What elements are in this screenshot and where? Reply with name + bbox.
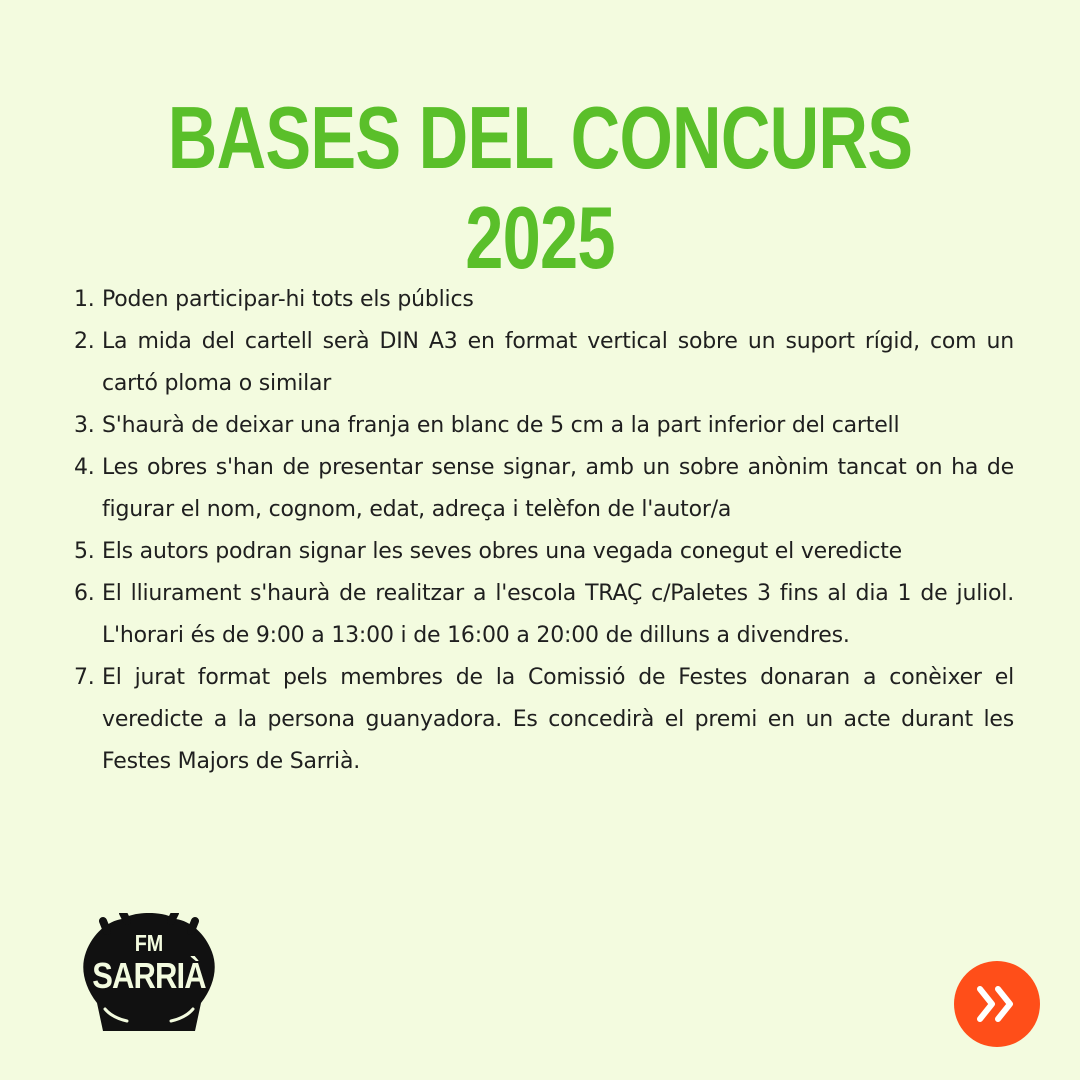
rule-number: 6. [74,581,95,606]
next-button[interactable] [954,961,1040,1047]
double-chevron-right-icon [971,978,1023,1030]
rule-item-1 [74,279,1014,321]
rule-text: El jurat format pels membres de la Comissió de Festes donaran a conèixer el veredicte a la persona guanyadora. Es concedirà el premi en un acte durant les Festes Majors de Sarrià. [102,665,1014,774]
rule-number: 1. [74,287,95,312]
rule-number: 4. [74,455,95,480]
rule-item-3 [74,405,1014,447]
rule-text: El lliurament s'haurà de realitzar a l'escola TRAÇ c/Paletes 3 fins al dia 1 de juliol. L'horari és de 9:00 a 13:00 i de 16:00 a 20:00 de dilluns a divendres. [102,581,1014,648]
page-title: BASES DEL CONCURS 2025 [167,88,913,287]
rule-number: 5. [74,539,95,564]
rule-item-4 [74,447,1014,531]
rule-text: Les obres s'han de presentar sense signar, amb un sobre anònim tancat on ha de figurar el nom, cognom, edat, adreça i telèfon de l'autor/a [102,455,1014,522]
rule-number: 3. [74,413,95,438]
contest-rules-list [74,279,1014,783]
rule-number: 2. [74,329,95,354]
rule-text: La mida del cartell serà DIN A3 en format vertical sobre un suport rígid, com un cartó ploma o similar [102,329,1014,396]
logo-top-text: FM [134,930,164,956]
fm-sarria-logo [79,913,219,1031]
rule-text: Els autors podran signar les seves obres una vegada conegut el veredicte [102,539,903,564]
rule-item-2 [74,321,1014,405]
logo-main-text: SARRIÀ [92,955,206,996]
rule-item-6 [74,573,1014,657]
rule-text: Poden participar-hi tots els públics [102,287,474,312]
rule-item-5 [74,531,1014,573]
rule-item-7 [74,657,1014,783]
rule-text: S'haurà de deixar una franja en blanc de 5 cm a la part inferior del cartell [102,413,900,438]
rule-number: 7. [74,665,95,690]
